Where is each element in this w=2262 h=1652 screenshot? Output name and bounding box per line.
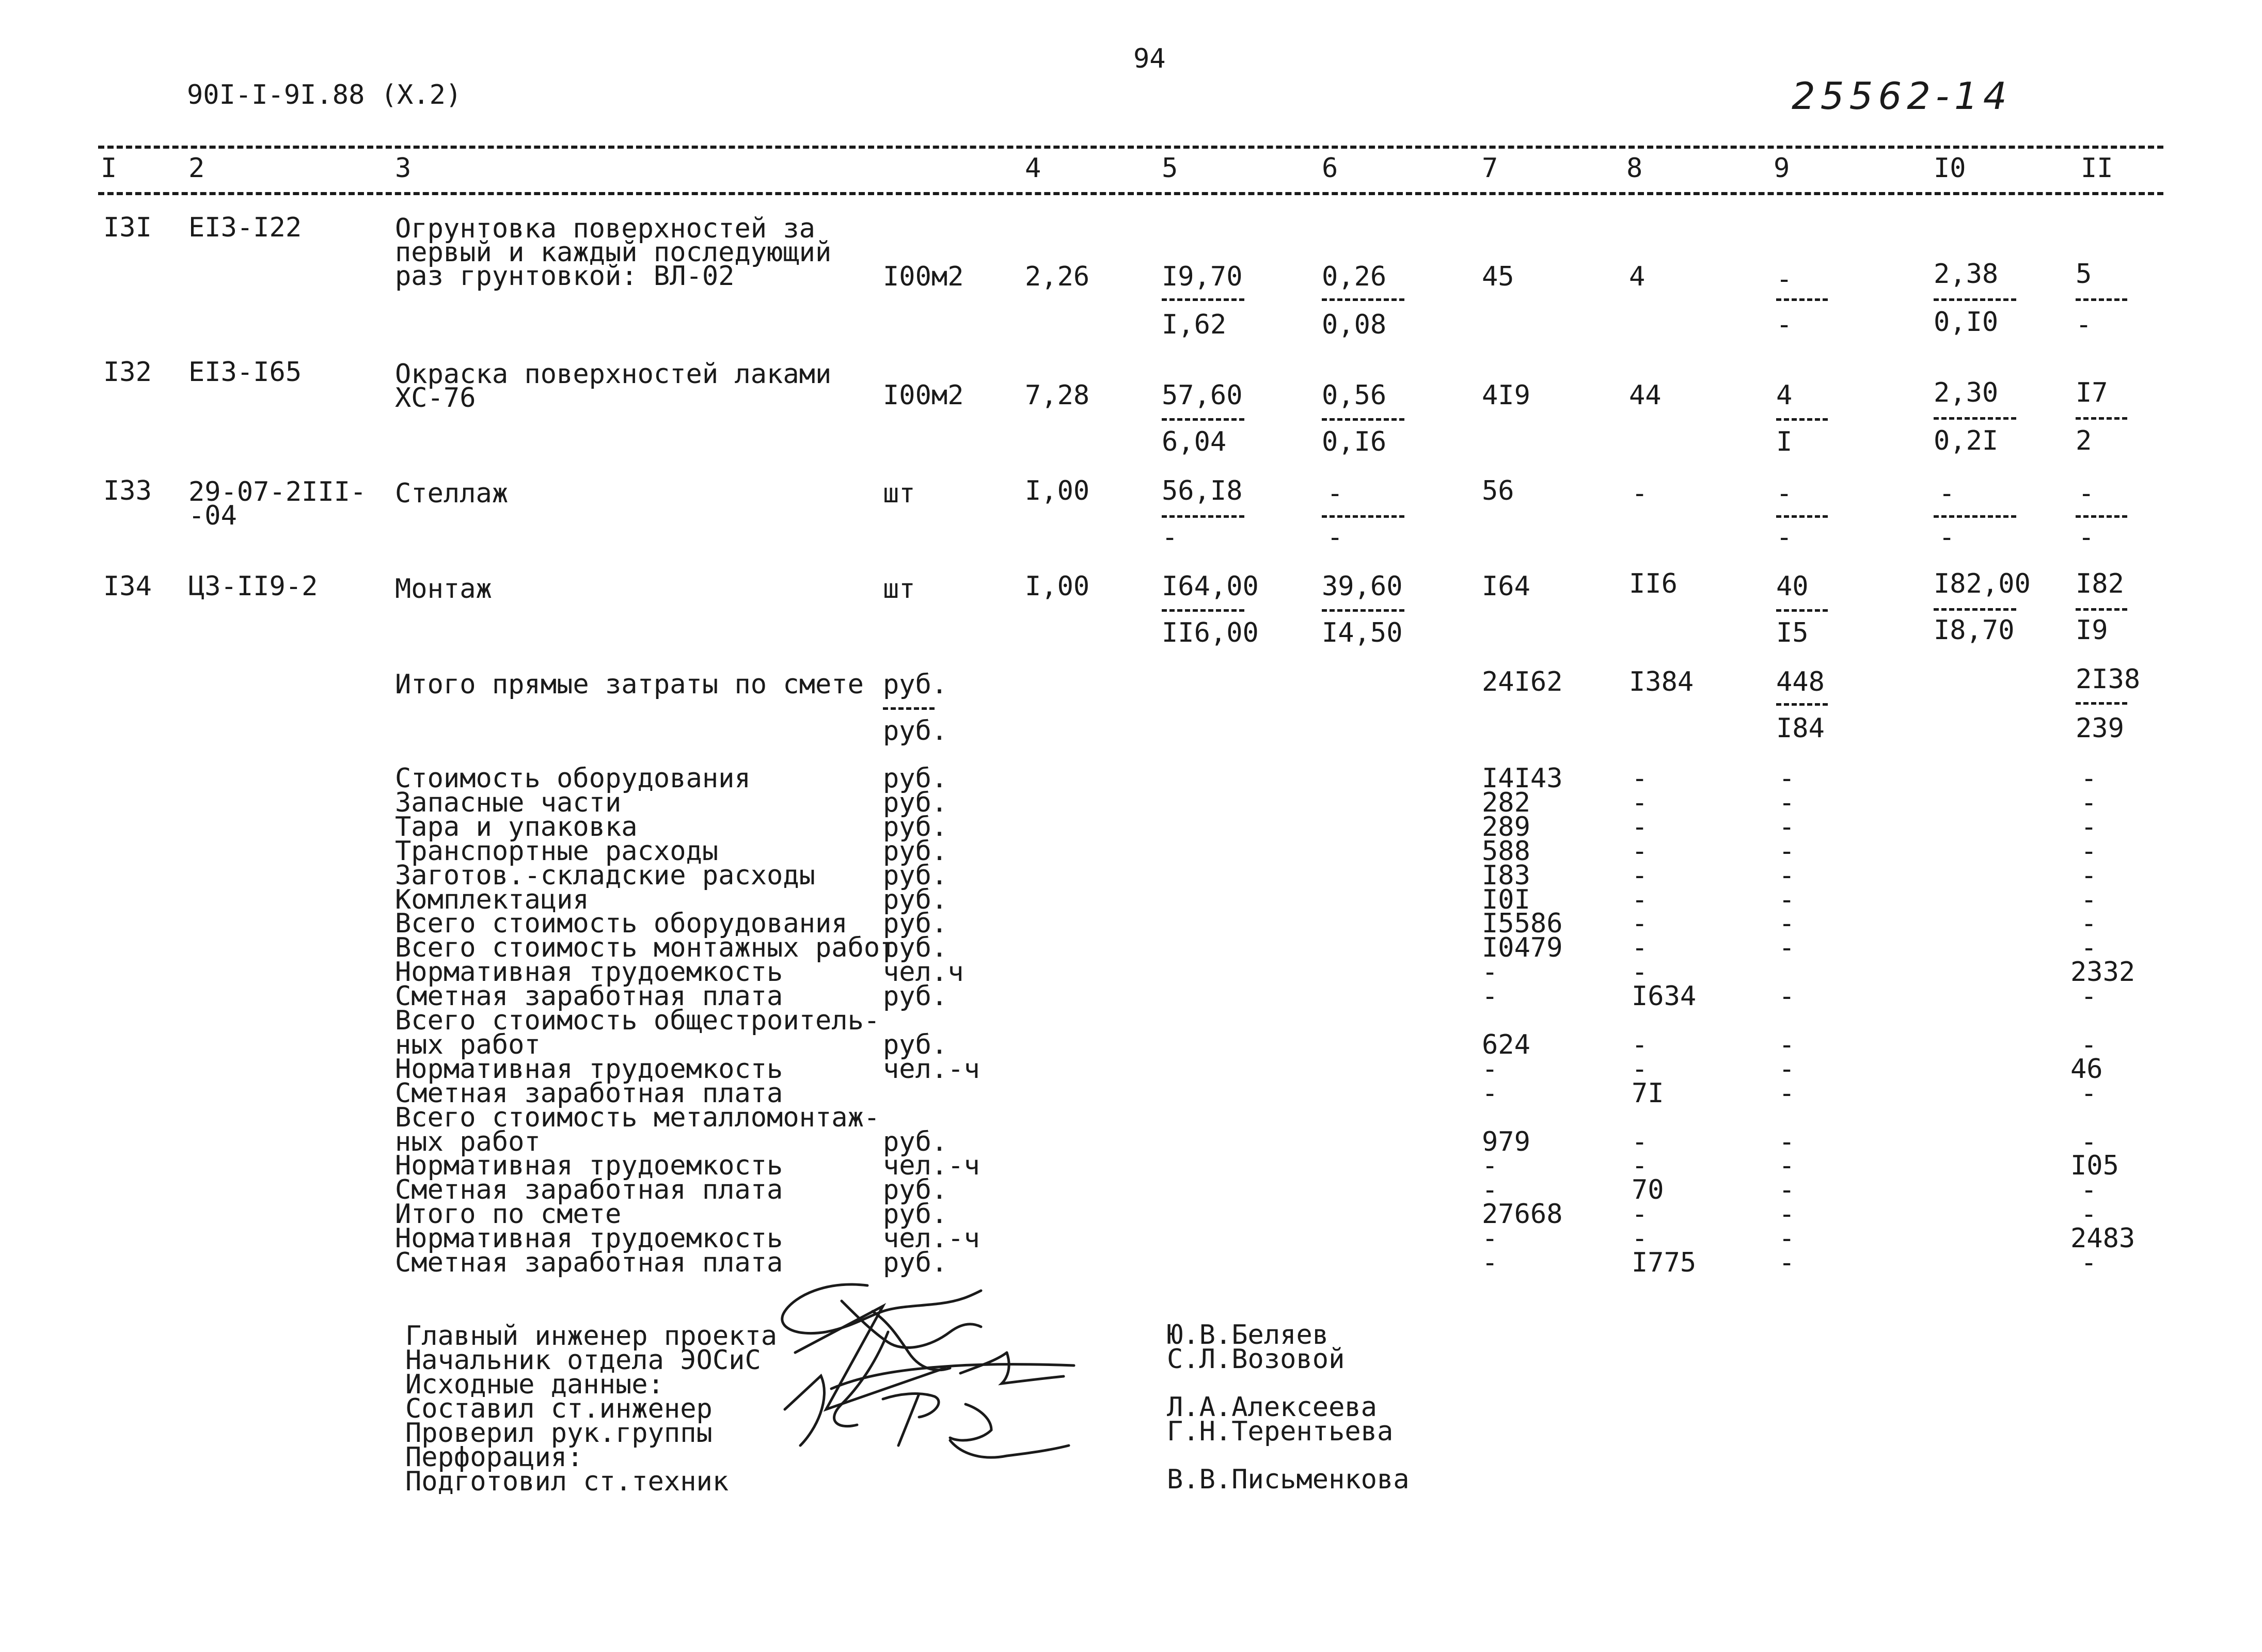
summary-unit: руб. xyxy=(883,1199,948,1230)
role-source-data: Исходные данные: xyxy=(405,1369,664,1400)
summary-col7: 282 xyxy=(1482,787,1530,818)
summary-label: Сметная заработная плата xyxy=(395,1078,783,1109)
row-unit: шт xyxy=(883,574,915,605)
summary-unit: чел.-ч xyxy=(883,1223,980,1254)
summary-col8: - xyxy=(1632,1054,1648,1085)
summary-unit: руб. xyxy=(883,763,948,794)
col10-top: I82,00 xyxy=(1934,568,2031,599)
summary-label: ных работ xyxy=(395,1029,541,1060)
summary-col9: - xyxy=(1779,1126,1795,1157)
summary-col8: - xyxy=(1632,884,1648,915)
summary-col8: I634 xyxy=(1632,981,1697,1012)
col11-top: 5 xyxy=(2076,259,2092,290)
summary-col11: 2483 xyxy=(2070,1223,2136,1254)
summary-col7: - xyxy=(1482,1054,1498,1085)
summary-unit: руб. xyxy=(883,908,948,939)
fraction-rule xyxy=(1776,418,1828,421)
summary-col8: - xyxy=(1632,957,1648,988)
handwritten-code: 25562-14 xyxy=(1792,74,2012,118)
summary-label: Всего стоимость общестроитель- xyxy=(395,1005,880,1036)
summary-label: Нормативная трудоемкость xyxy=(395,1054,783,1085)
summary-unit: руб. xyxy=(883,884,948,915)
summary-col8: I775 xyxy=(1632,1247,1697,1278)
summary-label: Заготов.-складские расходы xyxy=(395,860,815,891)
row-unit: I00м2 xyxy=(883,380,964,411)
col7-value: I64 xyxy=(1482,571,1530,602)
col6-top: 0,26 xyxy=(1322,261,1387,292)
summary-col9: - xyxy=(1779,981,1795,1012)
summary-label: Комплектация xyxy=(395,884,589,915)
total-direct-col9-top: 448 xyxy=(1776,666,1825,697)
summary-col7: - xyxy=(1482,1174,1498,1205)
summary-unit: руб. xyxy=(883,860,948,891)
row-unit: шт xyxy=(883,478,915,509)
col10-bottom: 0,2I xyxy=(1934,425,1999,456)
row-name: Стеллаж xyxy=(395,478,509,509)
summary-col11: 2332 xyxy=(2070,957,2136,988)
row-code: EI3-I65 xyxy=(188,357,302,388)
col5-bottom: - xyxy=(1162,522,1178,553)
summary-unit: руб. xyxy=(883,812,948,843)
fraction-rule xyxy=(1322,609,1404,612)
col7-value: 56 xyxy=(1482,475,1514,506)
total-direct-col7: 24I62 xyxy=(1482,666,1563,697)
summary-label: Всего стоимость металломонтаж- xyxy=(395,1102,880,1133)
summary-col9: - xyxy=(1779,932,1795,963)
signer-name-alekseeva: Л.А.Алексеева xyxy=(1167,1392,1377,1423)
summary-col9: - xyxy=(1779,1029,1795,1060)
fraction-rule xyxy=(2076,608,2127,611)
col-head-4: 4 xyxy=(1025,153,1041,184)
row-code: ЦЗ-II9-2 xyxy=(188,571,318,602)
summary-unit: руб. xyxy=(883,787,948,818)
summary-col8: - xyxy=(1632,763,1648,794)
signer-name-belyaev: Ю.В.Беляев xyxy=(1167,1320,1329,1351)
summary-label: Тара и упаковка xyxy=(395,812,638,843)
summary-col9: - xyxy=(1779,1150,1795,1181)
summary-label: Сметная заработная плата xyxy=(395,1174,783,1205)
summary-label: Нормативная трудоемкость xyxy=(395,1150,783,1181)
col6-top: 0,56 xyxy=(1322,380,1387,411)
summary-unit: руб. xyxy=(883,1247,948,1278)
col5-bottom: II6,00 xyxy=(1162,617,1259,648)
summary-label: Запасные части xyxy=(395,787,622,818)
summary-col8: - xyxy=(1632,1199,1648,1230)
summary-unit: чел.-ч xyxy=(883,1150,980,1181)
role-perforation: Перфорация: xyxy=(405,1442,583,1473)
total-direct-col9-bottom: I84 xyxy=(1776,713,1825,744)
role-department-head: Начальник отдела ЭОСиС xyxy=(405,1345,761,1376)
total-direct-label: Итого прямые затраты по смете xyxy=(395,669,864,700)
col11-bottom: - xyxy=(2078,522,2095,553)
handwritten-signatures xyxy=(764,1275,1126,1507)
col-head-6: 6 xyxy=(1322,153,1338,184)
summary-col8: - xyxy=(1632,812,1648,843)
row-number: I3I xyxy=(103,212,152,243)
fraction-rule xyxy=(1934,298,2016,301)
col5-top: 57,60 xyxy=(1162,380,1243,411)
fraction-rule xyxy=(1776,703,1828,706)
col10-bottom: 0,I0 xyxy=(1934,307,1999,338)
summary-col7: 624 xyxy=(1482,1029,1530,1060)
col8-value: 44 xyxy=(1629,380,1662,411)
summary-col7: I0479 xyxy=(1482,932,1563,963)
summary-col11: - xyxy=(2081,1199,2097,1230)
col5-top: 56,I8 xyxy=(1162,475,1243,506)
summary-col11: - xyxy=(2081,787,2097,818)
summary-unit: чел.ч xyxy=(883,957,964,988)
summary-col11: - xyxy=(2081,908,2097,939)
col-head-10: I0 xyxy=(1934,153,1966,184)
summary-col9: - xyxy=(1779,1054,1795,1085)
col5-bottom: I,62 xyxy=(1162,309,1227,340)
fraction-rule xyxy=(1934,417,2016,420)
summary-col8: - xyxy=(1632,1126,1648,1157)
summary-col8: - xyxy=(1632,836,1648,867)
fraction-rule xyxy=(1162,515,1244,518)
col6-top: 39,60 xyxy=(1322,571,1403,602)
summary-col9: - xyxy=(1779,884,1795,915)
header-top-rule xyxy=(98,146,2163,149)
summary-col7: 27668 xyxy=(1482,1199,1563,1230)
fraction-rule xyxy=(1776,515,1828,518)
total-direct-col11-top: 2I38 xyxy=(2076,664,2141,695)
fraction-rule xyxy=(1322,515,1404,518)
summary-col11: - xyxy=(2081,763,2097,794)
summary-col8: - xyxy=(1632,932,1648,963)
col11-bottom: 2 xyxy=(2076,425,2092,456)
role-chief-engineer: Главный инженер проекта xyxy=(405,1321,778,1352)
header-bottom-rule xyxy=(98,192,2163,195)
summary-col9: - xyxy=(1779,860,1795,891)
summary-label: Всего стоимость монтажных работ xyxy=(395,932,896,963)
col7-value: 4I9 xyxy=(1482,380,1530,411)
col8-value: 4 xyxy=(1629,261,1646,292)
summary-col8: 70 xyxy=(1632,1174,1664,1205)
col-head-11: II xyxy=(2081,153,2113,184)
summary-col7: I0I xyxy=(1482,884,1530,915)
summary-col8: 7I xyxy=(1632,1078,1664,1109)
fraction-rule xyxy=(1776,609,1828,612)
summary-col9: - xyxy=(1779,1174,1795,1205)
summary-col11: - xyxy=(2081,1078,2097,1109)
col6-top: - xyxy=(1327,478,1343,509)
summary-label: Транспортные расходы xyxy=(395,836,719,867)
summary-col7: I83 xyxy=(1482,860,1530,891)
summary-col9: - xyxy=(1779,787,1795,818)
summary-col11: - xyxy=(2081,1029,2097,1060)
summary-col7: 588 xyxy=(1482,836,1530,867)
col-head-9: 9 xyxy=(1774,153,1790,184)
summary-col7: I5586 xyxy=(1482,908,1563,939)
row-quantity: I,00 xyxy=(1025,475,1090,506)
fraction-rule xyxy=(1162,609,1244,612)
col-head-2: 2 xyxy=(188,153,205,184)
fraction-rule xyxy=(1322,298,1404,301)
summary-unit: чел.-ч xyxy=(883,1054,980,1085)
page-number: 94 xyxy=(1133,43,1166,74)
total-direct-col11-bottom: 239 xyxy=(2076,713,2124,744)
summary-label: Нормативная трудоемкость xyxy=(395,1223,783,1254)
col10-top: - xyxy=(1939,478,1955,509)
row-quantity: 2,26 xyxy=(1025,261,1090,292)
total-direct-unit-bottom: руб. xyxy=(883,716,948,746)
summary-label: Итого по смете xyxy=(395,1199,622,1230)
document-code: 90I-I-9I.88 (X.2) xyxy=(187,80,462,110)
summary-col11: - xyxy=(2081,1174,2097,1205)
col-head-8: 8 xyxy=(1626,153,1643,184)
role-compiled-by: Составил ст.инженер xyxy=(405,1393,713,1424)
fraction-rule xyxy=(1162,298,1244,301)
signer-name-vozovoy: С.Л.Возовой xyxy=(1167,1344,1345,1375)
col11-bottom: I9 xyxy=(2076,615,2108,646)
signer-name-terentyeva: Г.Н.Терентьева xyxy=(1167,1416,1394,1447)
summary-col9: - xyxy=(1779,763,1795,794)
summary-col8: - xyxy=(1632,787,1648,818)
summary-unit: руб. xyxy=(883,932,948,963)
signature-roles xyxy=(405,1321,778,1497)
col10-bottom: I8,70 xyxy=(1934,615,2015,646)
col10-bottom: - xyxy=(1939,522,1955,553)
total-direct-unit-top: руб. xyxy=(883,669,948,700)
col9-top: - xyxy=(1776,478,1793,509)
fraction-rule xyxy=(1322,418,1404,421)
row-number: I34 xyxy=(103,571,152,602)
row-quantity: I,00 xyxy=(1025,571,1090,602)
fraction-rule xyxy=(2076,702,2127,705)
col10-top: 2,38 xyxy=(1934,259,1999,290)
summary-col9: - xyxy=(1779,1199,1795,1230)
summary-col8: - xyxy=(1632,1029,1648,1060)
summary-unit: руб. xyxy=(883,981,948,1012)
summary-col11: - xyxy=(2081,884,2097,915)
col9-bottom: I xyxy=(1776,426,1793,457)
col9-bottom: - xyxy=(1776,522,1793,553)
col-head-5: 5 xyxy=(1162,153,1178,184)
col-head-1: I xyxy=(101,153,117,184)
col-head-7: 7 xyxy=(1482,153,1498,184)
summary-col7: - xyxy=(1482,1247,1498,1278)
summary-col7: - xyxy=(1482,1078,1498,1109)
row-code: 29-07-2III- -04 xyxy=(188,476,367,531)
col11-top: - xyxy=(2078,478,2095,509)
summary-col7: - xyxy=(1482,981,1498,1012)
col5-top: I64,00 xyxy=(1162,571,1259,602)
col5-bottom: 6,04 xyxy=(1162,426,1227,457)
summary-col9: - xyxy=(1779,908,1795,939)
col9-top: - xyxy=(1776,264,1793,295)
summary-label: Стоимость оборудования xyxy=(395,763,751,794)
row-unit: I00м2 xyxy=(883,261,964,292)
summary-col11: 46 xyxy=(2070,1054,2103,1085)
col5-top: I9,70 xyxy=(1162,261,1243,292)
signer-name-pismenkova: В.В.Письменкова xyxy=(1167,1464,1410,1495)
row-name: Окраска поверхностей лаками ХС-76 xyxy=(395,359,832,414)
summary-unit: руб. xyxy=(883,1126,948,1157)
row-number: I32 xyxy=(103,357,152,388)
col-head-3: 3 xyxy=(395,153,412,184)
summary-col11: - xyxy=(2081,836,2097,867)
row-name: Монтаж xyxy=(395,574,492,605)
col11-top: I82 xyxy=(2076,568,2124,599)
summary-col7: I4I43 xyxy=(1482,763,1563,794)
col9-top: 40 xyxy=(1776,571,1809,602)
summary-col8: - xyxy=(1632,908,1648,939)
row-name: Огрунтовка поверхностей за первый и каждый последующий раз грунтовкой: ВЛ-02 xyxy=(395,213,832,292)
fraction-rule xyxy=(1934,608,2016,611)
fraction-rule xyxy=(1776,298,1828,301)
row-quantity: 7,28 xyxy=(1025,380,1090,411)
summary-col11: - xyxy=(2081,932,2097,963)
summary-label: Нормативная трудоемкость xyxy=(395,957,783,988)
summary-label: Всего стоимость оборудования xyxy=(395,908,848,939)
summary-col11: - xyxy=(2081,1126,2097,1157)
summary-col11: I05 xyxy=(2070,1150,2119,1181)
summary-col11: - xyxy=(2081,812,2097,843)
summary-col11: - xyxy=(2081,1247,2097,1278)
fraction-rule xyxy=(883,707,935,710)
summary-label: Сметная заработная плата xyxy=(395,981,783,1012)
col8-value: II6 xyxy=(1629,568,1678,599)
summary-unit: руб. xyxy=(883,836,948,867)
summary-col7: 289 xyxy=(1482,812,1530,843)
col11-bottom: - xyxy=(2076,309,2092,340)
summary-col9: - xyxy=(1779,1078,1795,1109)
col6-bottom: I4,50 xyxy=(1322,617,1403,648)
summary-label: ных работ xyxy=(395,1126,541,1157)
col6-bottom: 0,08 xyxy=(1322,309,1387,340)
fraction-rule xyxy=(1934,515,2016,518)
summary-col8: - xyxy=(1632,1150,1648,1181)
fraction-rule xyxy=(2076,417,2127,420)
fraction-rule xyxy=(2076,515,2127,518)
col9-bottom: - xyxy=(1776,309,1793,340)
fraction-rule xyxy=(2076,298,2127,301)
total-direct-col8: I384 xyxy=(1629,666,1694,697)
summary-unit: руб. xyxy=(883,1174,948,1205)
col10-top: 2,30 xyxy=(1934,377,1999,408)
col7-value: 45 xyxy=(1482,261,1514,292)
summary-col9: - xyxy=(1779,812,1795,843)
col11-top: I7 xyxy=(2076,377,2108,408)
summary-col11: - xyxy=(2081,981,2097,1012)
summary-col7: - xyxy=(1482,1223,1498,1254)
summary-col9: - xyxy=(1779,1247,1795,1278)
summary-label: Сметная заработная плата xyxy=(395,1247,783,1278)
summary-col8: - xyxy=(1632,1223,1648,1254)
fraction-rule xyxy=(1162,418,1244,421)
row-number: I33 xyxy=(103,475,152,506)
col6-bottom: 0,I6 xyxy=(1322,426,1387,457)
summary-col8: - xyxy=(1632,860,1648,891)
role-prepared-by: Подготовил ст.техник xyxy=(405,1466,729,1497)
col9-bottom: I5 xyxy=(1776,617,1809,648)
summary-col7: - xyxy=(1482,957,1498,988)
summary-unit: руб. xyxy=(883,1029,948,1060)
summary-col9: - xyxy=(1779,836,1795,867)
col9-top: 4 xyxy=(1776,380,1793,411)
summary-col9: - xyxy=(1779,1223,1795,1254)
col6-bottom: - xyxy=(1327,522,1343,553)
row-code: EI3-I22 xyxy=(188,212,302,243)
col8-value: - xyxy=(1632,478,1648,509)
summary-col7: - xyxy=(1482,1150,1498,1181)
role-checked-by: Проверил рук.группы xyxy=(405,1418,713,1449)
summary-col11: - xyxy=(2081,860,2097,891)
summary-col7: 979 xyxy=(1482,1126,1530,1157)
